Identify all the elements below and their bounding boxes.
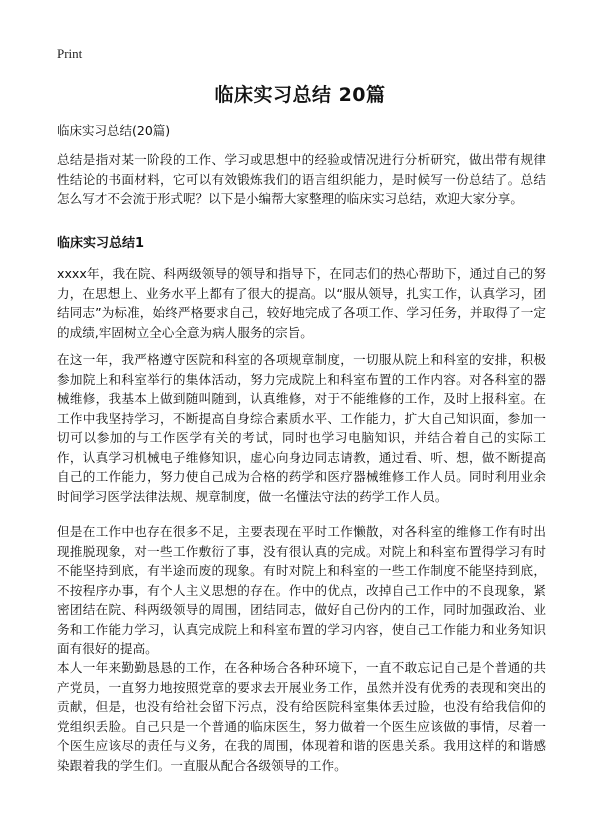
- print-link[interactable]: Print: [57, 46, 83, 61]
- body-paragraph-4: 本人一年来勤勤恳恳的工作，在各种场合各种环境下，一直不敢忘记自己是个普通的共产党员，一直努力地按照党章的要求去开展业务工作，虽然并没有优秀的表现和突出的贡献，但是，也没有给社会留下污点，没有给医院科室集体丢过脸，也没有给我信仰的党组织丢脸。自己只是一个普通的临床医生，努力做着一个医生应该做的事情，尽着一个医生应该尽的责任与义务，在我的周围，体现着和谐的医患关系。我用这样的和谐感染跟着我的学生们。一直服从配合各级领导的工作。: [57, 660, 546, 773]
- body-paragraph-3: 但是在工作中也存在很多不足，主要表现在平时工作懒散，对各科室的维修工作有时出现推脱现象，对一些工作敷衍了事，没有很认真的完成。对院上和科室布置得学习有时不能坚持到底，有半途而废的现象。有时对院上和科室的一些工作制度不能坚持到底，不按程序办事，有个人主义思想的存在。作中的优点，改掉自己工作中的不良现象，紧密团结在院、科两级领导的周围，团结同志，做好自己份内的工作，同时加强政治、业务和工作能力学习，认真完成院上和科室布置的学习内容，使自己工作能力和业务知识面有很好的提高。: [57, 524, 546, 656]
- section-heading: 临床实习总结1: [57, 236, 145, 251]
- body-paragraph-2: 在这一年，我严格遵守医院和科室的各项规章制度，一切服从院上和科室的安排，积极参加院上和科室举行的集体活动，努力完成院上和科室布置的工作内容。对各科室的器械维修，我基本上做到随叫随到，认真维修，对于不能维修的工作，及时上报科室。在工作中我坚持学习，不断提高自身综合素质水平、工作能力，扩大自己知识面，参加一切可以参加的与工作医学有关的考试，同时也学习电脑知识，并结合着自己的实际工作，认真学习机械电子维修知识，虚心向身边同志请教，通过看、听、想，做不断提高自己的工作能力，努力使自己成为合格的药学和医疗器械维修工作人员。同时利用业余时间学习医学法律法规、规章制度，做一名懂法守法的药学工作人员。: [57, 352, 546, 504]
- intro-paragraph: 总结是指对某一阶段的工作、学习或思想中的经验或情况进行分析研究，做出带有规律性结论的书面材料，它可以有效锻炼我们的语言组织能力，是时候写一份总结了。总结怎么写才不会流于形式呢？以下是小编帮大家整理的临床实习总结，欢迎大家分享。: [57, 152, 546, 206]
- document-title: 临床实习总结 20篇: [214, 84, 386, 106]
- body-paragraph-1: xxxx年，我在院、科两级领导的领导和指导下，在同志们的热心帮助下，通过自己的努力，在思想上、业务水平上都有了很大的提高。以“服从领导，扎实工作，认真学习，团结同志”为标准，始终严格要求自己，较好地完成了各项工作、学习任务，并取得了一定的成绩,牢固树立全心全意为病人服务的宗旨。: [57, 266, 546, 340]
- document-subtitle: 临床实习总结(20篇): [57, 123, 171, 138]
